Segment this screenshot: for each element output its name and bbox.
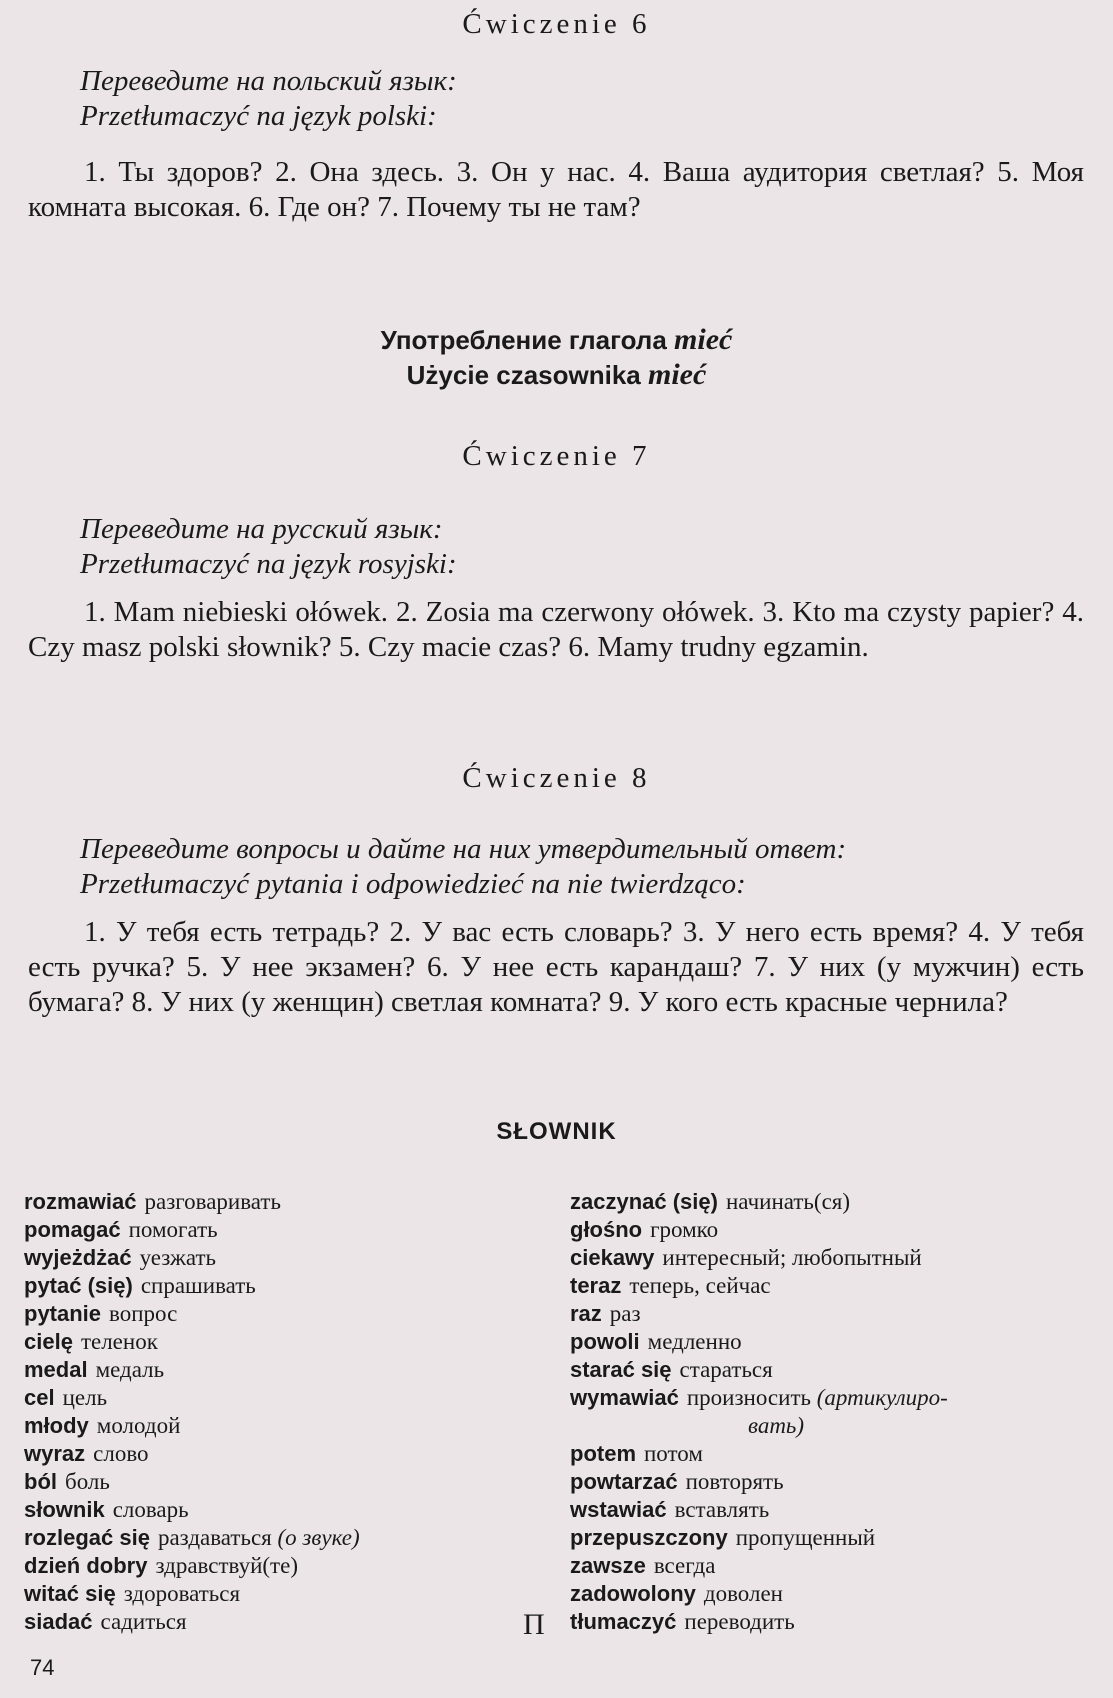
vocab-translation: разговаривать xyxy=(144,1189,281,1214)
vocab-entry xyxy=(24,1328,360,1356)
vocab-translation: уезжать xyxy=(139,1245,217,1270)
vocab-entry xyxy=(570,1468,948,1496)
exercise-7-title: Ćwiczenie 7 xyxy=(462,440,651,472)
vocab-translation: здороваться xyxy=(123,1581,241,1606)
exercise-6-text: 1. Ты здоров? 2. Она здесь. 3. Он у нас. 4. Ваша аудитория светлая? 5. Моя комната высокая. 6. Где он? 7. Почему ты не там? xyxy=(28,156,1084,223)
vocab-entry xyxy=(24,1272,360,1300)
exercise-8-text: 1. У тебя есть тетрадь? 2. У вас есть словарь? 3. У него есть время? 4. У тебя есть ручка? 5. У нее экзамен? 6. У нее есть карандаш? 7. У них (у мужчин) есть бумага? 8. У них (у женщин) светлая комната? 9. У кого есть красные чернила? xyxy=(28,916,1084,1018)
section-heading-pl-prefix: Użycie czasownika xyxy=(406,360,641,390)
section-heading-pl xyxy=(0,358,1113,392)
vocab-translation: вставлять xyxy=(674,1497,770,1522)
vocab-translation: стараться xyxy=(679,1357,773,1382)
vocab-entry xyxy=(24,1440,360,1468)
vocab-word: cielę xyxy=(24,1329,73,1354)
vocab-entry xyxy=(24,1580,360,1608)
vocab-entry xyxy=(24,1216,360,1244)
vocab-word: powoli xyxy=(570,1329,640,1354)
vocab-word: rozlegać się xyxy=(24,1525,150,1550)
vocab-entry xyxy=(570,1384,948,1412)
vocab-word: tłumaczyć xyxy=(570,1609,677,1634)
vocab-translation: медаль xyxy=(95,1357,165,1382)
vocab-word: powtarzać xyxy=(570,1469,678,1494)
vocab-note: (о звуке) xyxy=(277,1525,360,1550)
vocab-entry xyxy=(24,1524,360,1552)
vocab-translation: словарь xyxy=(112,1497,189,1522)
vocab-entry xyxy=(570,1412,948,1440)
vocab-entry xyxy=(24,1300,360,1328)
vocab-word: dzień dobry xyxy=(24,1553,148,1578)
vocab-word: starać się xyxy=(570,1357,672,1382)
vocab-word: młody xyxy=(24,1413,89,1438)
vocab-translation: садиться xyxy=(100,1609,187,1634)
exercise-7-instruction-ru: Переведите на русский язык: xyxy=(80,513,443,545)
vocab-entry xyxy=(570,1272,948,1300)
vocab-translation: слово xyxy=(93,1441,149,1466)
exercise-6-instruction-pl: Przetłumaczyć na język polski: xyxy=(80,100,437,132)
exercise-8-instruction-ru: Переведите вопросы и дайте на них утвердительный ответ: xyxy=(80,833,847,865)
exercise-7-text: 1. Mam niebieski ołówek. 2. Zosia ma czerwony ołówek. 3. Kto ma czysty papier? 4. Czy masz polski słownik? 5. Czy macie czas? 6. Mamy trudny egzamin. xyxy=(28,596,1084,663)
vocab-translation: теленок xyxy=(80,1329,158,1354)
vocab-entry xyxy=(24,1244,360,1272)
vocab-word: zadowolony xyxy=(570,1581,696,1606)
vocab-translation: помогать xyxy=(128,1217,218,1242)
vocab-word: słownik xyxy=(24,1497,105,1522)
exercise-6-instruction-ru: Переведите на польский язык: xyxy=(80,65,457,97)
section-heading-pl-verb: mieć xyxy=(648,358,707,391)
vocab-word: zaczynać (się) xyxy=(570,1189,718,1214)
vocab-translation: пропущенный xyxy=(735,1525,876,1550)
vocab-translation: интересный; любопытный xyxy=(662,1245,922,1270)
vocab-word: rozmawiać xyxy=(24,1189,137,1214)
exercise-8-title: Ćwiczenie 8 xyxy=(462,762,651,794)
vocab-translation: цель xyxy=(62,1385,108,1410)
vocab-right-column xyxy=(570,1188,948,1636)
margin-mark: Π xyxy=(523,1608,545,1641)
vocab-entry xyxy=(24,1496,360,1524)
vocab-translation: боль xyxy=(65,1469,110,1494)
vocab-entry xyxy=(570,1524,948,1552)
vocab-word: pomagać xyxy=(24,1217,121,1242)
vocab-entry xyxy=(24,1188,360,1216)
vocab-word: wstawiać xyxy=(570,1497,667,1522)
vocab-word: cel xyxy=(24,1385,55,1410)
exercise-6-title: Ćwiczenie 6 xyxy=(462,8,651,40)
vocab-translation: молодой xyxy=(96,1413,181,1438)
vocab-word: potem xyxy=(570,1441,636,1466)
vocab-translation: раздаваться xyxy=(157,1525,272,1550)
vocab-word: wyjeżdżać xyxy=(24,1245,132,1270)
vocab-entry xyxy=(24,1356,360,1384)
vocab-word: pytanie xyxy=(24,1301,102,1326)
vocab-entry xyxy=(570,1188,948,1216)
vocab-left-column xyxy=(24,1188,360,1636)
vocab-entry xyxy=(570,1496,948,1524)
exercise-7-instruction-pl: Przetłumaczyć na język rosyjski: xyxy=(80,548,457,580)
vocab-word: medal xyxy=(24,1357,88,1382)
vocab-word: ból xyxy=(24,1469,57,1494)
vocab-translation: раз xyxy=(609,1301,641,1326)
vocab-entry xyxy=(24,1412,360,1440)
vocab-entry xyxy=(570,1328,948,1356)
vocab-word: wymawiać xyxy=(570,1385,679,1410)
vocab-word: przepuszczony xyxy=(570,1525,728,1550)
vocab-entry xyxy=(570,1356,948,1384)
vocab-translation: медленно xyxy=(647,1329,742,1354)
vocab-word: wyraz xyxy=(24,1441,86,1466)
vocab-translation: громко xyxy=(650,1217,719,1242)
vocab-entry xyxy=(24,1468,360,1496)
vocab-word: siadać xyxy=(24,1609,93,1634)
vocab-entry xyxy=(570,1216,948,1244)
vocab-translation: здравствуй(те) xyxy=(155,1553,298,1578)
vocab-translation: начинать(ся) xyxy=(725,1189,851,1214)
vocab-word: ciekawy xyxy=(570,1245,655,1270)
vocab-note: вать) xyxy=(748,1413,805,1438)
vocab-translation: переводить xyxy=(684,1609,795,1634)
vocab-entry xyxy=(570,1580,948,1608)
vocab-word: głośno xyxy=(570,1217,643,1242)
vocab-word: pytać (się) xyxy=(24,1273,133,1298)
section-heading-ru-prefix: Употребление глагола xyxy=(380,325,667,355)
vocab-entry xyxy=(570,1608,948,1636)
vocab-note: (артикулиро- xyxy=(816,1385,948,1410)
vocab-translation: потом xyxy=(644,1441,703,1466)
exercise-8-instruction-pl: Przetłumaczyć pytania i odpowiedzieć na nie twierdząco: xyxy=(80,868,746,900)
vocab-entry xyxy=(24,1608,360,1636)
vocab-entry xyxy=(570,1440,948,1468)
slownik-title: SŁOWNIK xyxy=(496,1118,617,1145)
vocab-entry xyxy=(24,1552,360,1580)
vocab-translation: произносить xyxy=(686,1385,811,1410)
vocab-entry xyxy=(570,1300,948,1328)
vocab-translation: доволен xyxy=(703,1581,783,1606)
section-heading-ru xyxy=(0,323,1113,357)
vocab-entry xyxy=(570,1552,948,1580)
vocab-translation: всегда xyxy=(653,1553,716,1578)
vocab-translation: вопрос xyxy=(109,1301,178,1326)
vocab-word: witać się xyxy=(24,1581,116,1606)
vocab-translation: спрашивать xyxy=(140,1273,256,1298)
vocab-entry xyxy=(570,1244,948,1272)
vocab-entry xyxy=(24,1384,360,1412)
page-number: 74 xyxy=(30,1655,55,1680)
vocab-word: raz xyxy=(570,1301,602,1326)
vocab-translation: теперь, сейчас xyxy=(629,1273,771,1298)
vocab-word: teraz xyxy=(570,1273,622,1298)
section-heading-ru-verb: mieć xyxy=(674,323,733,356)
vocab-translation: повторять xyxy=(685,1469,784,1494)
vocab-word: zawsze xyxy=(570,1553,646,1578)
